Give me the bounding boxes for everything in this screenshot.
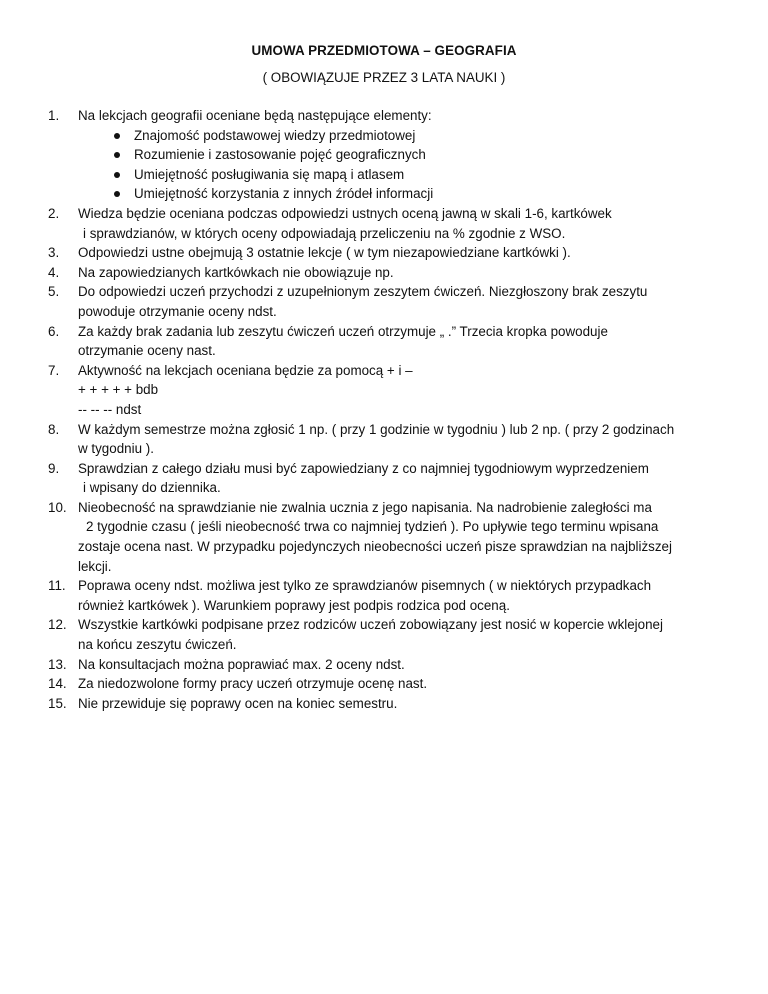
item-text: lekcji.: [78, 558, 112, 574]
item-number: 11.: [48, 578, 66, 594]
item-text: 2 tygodnie czasu ( jeśli nieobecność trwa co najmniej tydzień ). Po upływie tego terminu wpisana: [86, 519, 659, 535]
list-item-14: [48, 674, 728, 694]
bullet-text: Rozumienie i zastosowanie pojęć geograficznych: [134, 147, 426, 163]
list-item-9: [48, 459, 728, 498]
item-number: 2.: [48, 205, 60, 221]
bullet-item: [114, 126, 728, 146]
item-text: Odpowiedzi ustne obejmują 3 ostatnie lekcje ( w tym niezapowiedziane kartkówki ).: [78, 245, 571, 261]
bullet-text: Znajomość podstawowej wiedzy przedmiotowej: [134, 127, 416, 143]
list-item-7: [48, 361, 728, 420]
list-item-3: [48, 243, 728, 263]
list-item-1: [48, 106, 728, 204]
document-title: UMOWA PRZEDMIOTOWA – GEOGRAFIA: [251, 43, 517, 58]
item-text: powoduje otrzymanie oceny ndst.: [78, 303, 277, 319]
item-number: 3.: [48, 245, 60, 261]
list-item-12: [48, 615, 728, 654]
item-text: na końcu zeszytu ćwiczeń.: [78, 637, 237, 653]
item-text: Wiedza będzie oceniana podczas odpowiedzi ustnych oceną jawną w skali 1-6, kartkówek: [78, 205, 612, 221]
item-text: i sprawdzianów, w których oceny odpowiadają przeliczeniu na % zgodnie z WSO.: [83, 225, 566, 241]
bullet-item: [114, 145, 728, 165]
item-number: 7.: [48, 362, 60, 378]
item-text: i wpisany do dziennika.: [83, 480, 221, 496]
item-text: Na konsultacjach można poprawiać max. 2 oceny ndst.: [78, 656, 405, 672]
item-text: również kartkówek ). Warunkiem poprawy jest podpis rodzica pod oceną.: [78, 597, 510, 613]
item-number: 6.: [48, 323, 60, 339]
item-text: -- -- -- ndst: [78, 401, 142, 417]
list-item-6: [48, 322, 728, 361]
list-item-2: [48, 204, 728, 243]
bullet-icon: [114, 133, 120, 139]
list-item-4: [48, 263, 728, 283]
item-number: 1.: [48, 108, 60, 123]
item-text: Za każdy brak zadania lub zeszytu ćwiczeń uczeń otrzymuje „ .” Trzecia kropka powoduje: [78, 323, 608, 339]
item-number: 12.: [48, 617, 67, 633]
item-text: zostaje ocena nast. W przypadku pojedynczych nieobecności uczeń pisze sprawdzian na najbliższej: [78, 539, 672, 555]
item-number: 5.: [48, 284, 60, 300]
item-number: 14.: [48, 676, 67, 692]
item-text: Sprawdzian z całego działu musi być zapowiedziany z co najmniej tygodniowym wyprzedzeniem: [78, 460, 649, 476]
item-text: Nie przewiduje się poprawy ocen na koniec semestru.: [78, 695, 398, 711]
item-text: Nieobecność na sprawdzianie nie zwalnia ucznia z jego napisania. Na nadrobienie zaległości ma: [78, 499, 652, 515]
bullet-list: [78, 126, 728, 204]
bullet-item: [114, 165, 728, 185]
item-number: 13.: [48, 656, 67, 672]
item-number: 4.: [48, 264, 60, 280]
item-text: Wszystkie kartkówki podpisane przez rodziców uczeń zobowiązany jest nosić w kopercie wklejonej: [78, 617, 663, 633]
list-item-13: [48, 655, 728, 675]
rules-list: [48, 106, 728, 713]
item-text: Do odpowiedzi uczeń przychodzi z uzupełnionym zeszytem ćwiczeń. Niezgłoszony brak zeszytu: [78, 284, 648, 300]
item-number: 10.: [48, 499, 67, 515]
list-item-5: [48, 282, 728, 321]
item-text: Na lekcjach geografii oceniane będą następujące elementy:: [78, 108, 432, 123]
item-text: Za niedozwolone formy pracy uczeń otrzymuje ocenę nast.: [78, 676, 428, 692]
document-subtitle: ( OBOWIĄZUJE PRZEZ 3 LATA NAUKI ): [262, 70, 506, 85]
item-number: 9.: [48, 460, 60, 476]
item-text: w tygodniu ).: [78, 441, 154, 457]
item-number: 8.: [48, 421, 60, 437]
item-text: W każdym semestrze można zgłosić 1 np. ( przy 1 godzinie w tygodniu ) lub 2 np. ( przy 2 godzinach: [78, 421, 675, 437]
bullet-item: [114, 184, 728, 204]
item-text: Aktywność na lekcjach oceniana będzie za pomocą + i –: [78, 362, 413, 378]
bullet-text: Umiejętność posługiwania się mapą i atlasem: [134, 166, 405, 182]
item-text: Na zapowiedzianych kartkówkach nie obowiązuje np.: [78, 264, 394, 280]
list-item-10: [48, 498, 728, 576]
list-item-11: [48, 576, 728, 615]
list-item-15: [48, 694, 728, 714]
bullet-icon: [114, 191, 120, 197]
item-number: 15.: [48, 695, 67, 711]
list-item-8: [48, 420, 728, 459]
item-text: otrzymanie oceny nast.: [78, 343, 216, 359]
bullet-icon: [114, 152, 120, 158]
bullet-text: Umiejętność korzystania z innych źródeł informacji: [134, 186, 434, 202]
bullet-icon: [114, 172, 120, 178]
item-text: Poprawa oceny ndst. możliwa jest tylko ze sprawdzianów pisemnych ( w niektórych przypadkach: [78, 578, 652, 594]
item-text: + + + + + bdb: [78, 382, 159, 398]
